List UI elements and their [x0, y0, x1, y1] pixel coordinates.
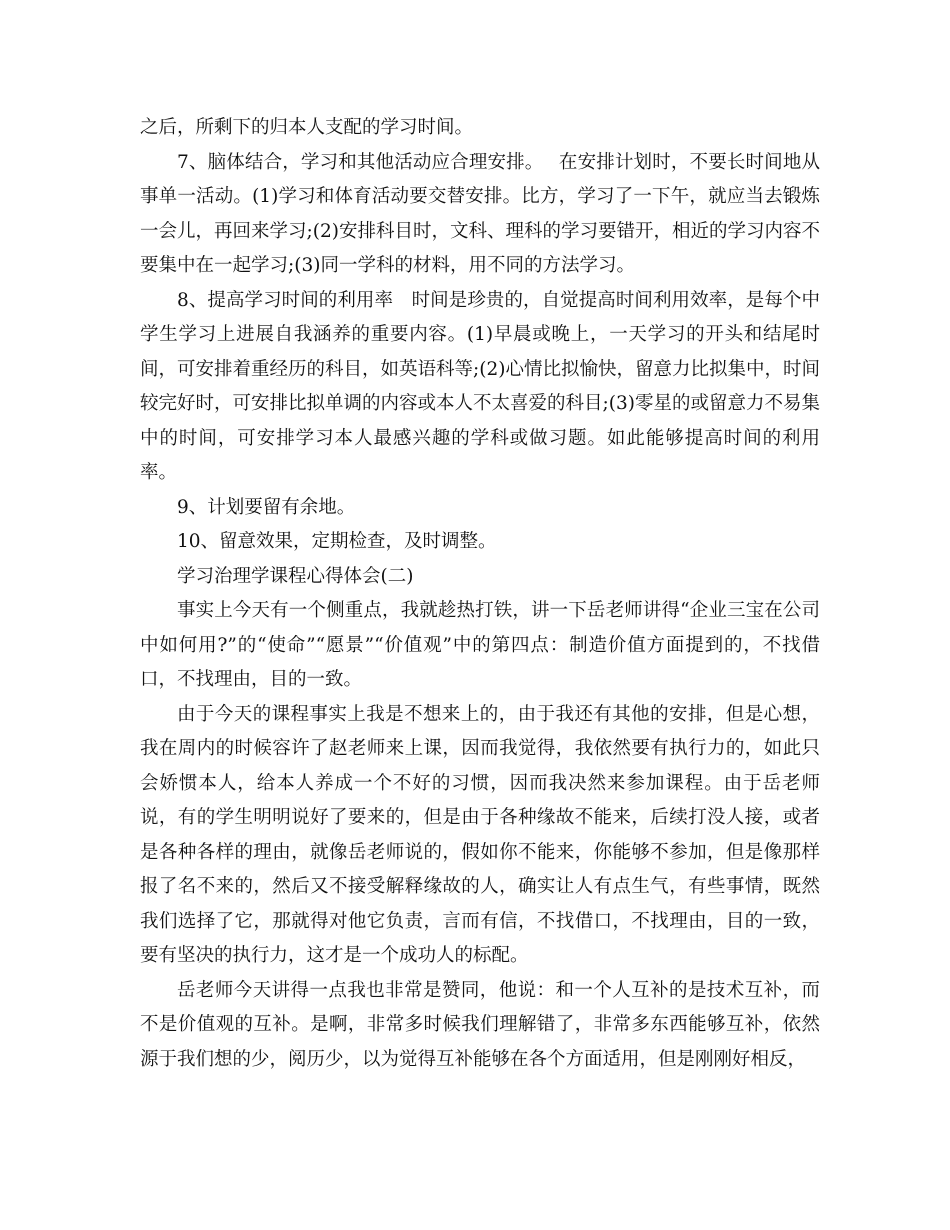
section-heading: 学习治理学课程心得体会(二) — [177, 565, 414, 587]
paragraph-7: 事实上今天有一个侧重点，我就趁热打铁，讲一下岳老师讲得“企业三宝在公司中如何用?”的“使命”“愿景”“价值观”中的第四点：制造价值方面提到的，不找借口，不找理由，目的一致。 — [140, 600, 820, 690]
paragraph-1: 之后，所剩下的归本人支配的学习时间。 — [140, 117, 474, 138]
paragraph-4: 9、计划要留有余地。 — [177, 496, 356, 518]
document-body — [140, 111, 820, 1077]
paragraph-3: 8、提高学习时间的利用率 时间是珍贵的，自觉提高时间利用效率，是每个中学生学习上进展自我涵养的重要内容。(1)早晨或晚上，一天学习的开头和结尾时间，可安排着重经历的科目，如英语科等;(2)心情比拟愉快，留意力比拟集中，时间较完好时，可安排比拟单调的内容或本人不太喜爱的科目;(3)零星的或留意力不易集中的时间，可安排学习本人最感兴趣的学科或做习题。如此能够提高时间的利用率。 — [140, 289, 820, 483]
paragraph-9: 岳老师今天讲得一点我也非常是赞同，他说：和一个人互补的是技术互补，而不是价值观的互补。是啊，非常多时候我们理解错了，非常多东西能够互补，依然源于我们想的少，阅历少，以为觉得互补能够在各个方面适用，但是刚刚好相反， — [140, 979, 820, 1070]
paragraph-5: 10、留意效果，定期检查，及时调整。 — [177, 531, 497, 552]
paragraph-2: 7、脑体结合，学习和其他活动应合理安排。 在安排计划时，不要长时间地从事单一活动。(1)学习和体育活动要交替安排。比方，学习了一下午，就应当去锻炼一会儿，再回来学习;(2)安排科目时，文科、理科的学习要错开，相近的学习内容不要集中在一起学习;(3)同一学科的材料，用不同的方法学习。 — [140, 151, 820, 276]
paragraph-8: 由于今天的课程事实上我是不想来上的，由于我还有其他的安排，但是心想，我在周内的时候容许了赵老师来上课，因而我觉得，我依然要有执行力的，如此只会娇惯本人，给本人养成一个不好的习惯，因而我决然来参加课程。由于岳老师说，有的学生明明说好了要来的，但是由于各种缘故不能来，后续打没人接，或者是各种各样的理由，就像岳老师说的，假如你不能来，你能够不参加，但是像那样报了名不来的，然后又不接受解释缘故的人，确实让人有点生气，有些事情，既然我们选择了它，那就得对他它负责，言而有信，不找借口，不找理由，目的一致，要有坚决的执行力，这才是一个成功人的标配。 — [140, 703, 820, 966]
